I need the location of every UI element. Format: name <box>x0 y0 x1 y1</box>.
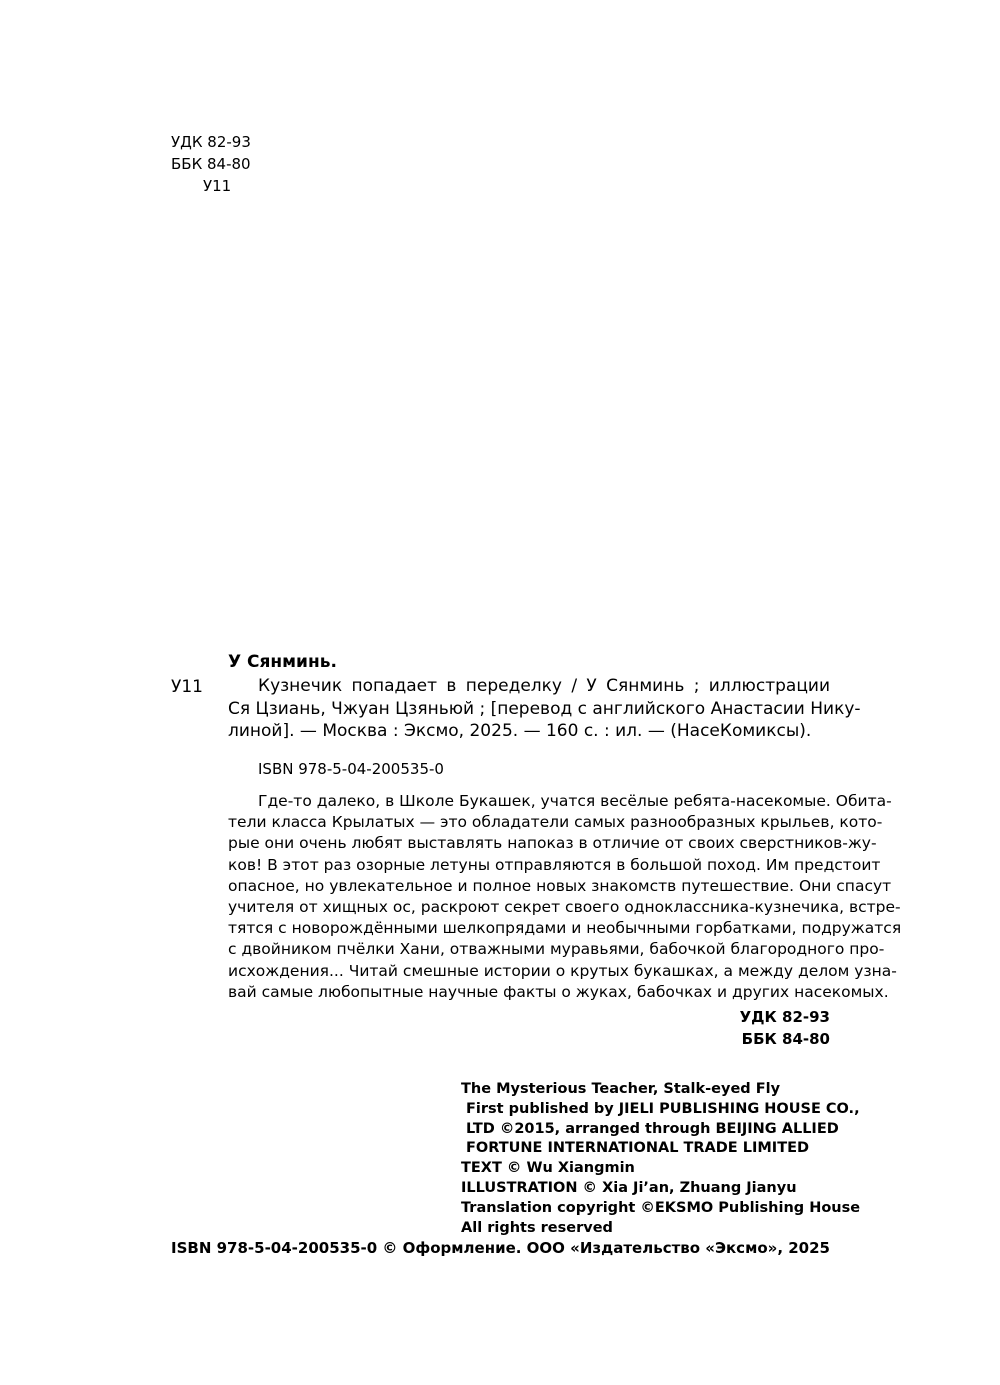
udk-code: УДК 82-93 <box>739 1008 830 1026</box>
annotation-line: Где-то далеко, в Школе Букашек, учатся весёлые ребята-насекомые. Обита- <box>258 792 892 810</box>
copyright-notice <box>461 1080 860 1238</box>
bibliographic-description <box>228 675 861 743</box>
annotation-line: тели класса Крылатых — это обладатели самых разнообразных крыльев, кото- <box>228 813 883 832</box>
udk-code: УДК 82-93 <box>171 133 251 151</box>
copyright-line: ILLUSTRATION © Xia Ji’an, Zhuang Jianyu <box>461 1179 797 1196</box>
classification-codes-bottom <box>740 1006 830 1050</box>
annotation <box>228 791 902 1003</box>
description-line: линой]. — Москва : Эксмо, 2025. — 160 с. : ил. — (НасеКомиксы). <box>228 721 812 741</box>
annotation-line: с двойником пчёлки Хани, отважными муравьями, бабочкой благородного про- <box>228 940 885 959</box>
copyright-line: FORTUNE INTERNATIONAL TRADE LIMITED <box>466 1140 810 1157</box>
author-heading: У Сянминь. <box>228 652 337 672</box>
annotation-line: исхождения... Читай смешные истории о крутых букашках, а между делом узна- <box>228 961 897 980</box>
record-author-mark: У11 <box>171 677 203 697</box>
copyright-line: Translation copyright ©EKSMO Publishing House <box>461 1199 861 1216</box>
annotation-line: вай самые любопытные научные факты о жуках, бабочках и других насекомых. <box>228 982 889 1001</box>
copyright-line: TEXT © Wu Xiangmin <box>461 1160 635 1177</box>
footer-isbn: ISBN 978-5-04-200535-0 <box>171 1239 378 1257</box>
description-line: Ся Цзиань, Чжуан Цзяньюй ; [перевод с английского Анастасии Нику- <box>228 698 861 719</box>
annotation-line: учителя от хищных ос, раскроют секрет своего одноклассника-кузнечика, встре- <box>228 898 901 917</box>
author-mark: У11 <box>203 177 232 195</box>
copyright-line: All rights reserved <box>461 1219 613 1236</box>
copyright-line: The Mysterious Teacher, Stalk-eyed Fly <box>461 1081 781 1097</box>
annotation-line: рые они очень любят выставлять напоказ в отличие от своих сверстников-жу- <box>228 834 877 853</box>
annotation-line: тятся с новорождёнными шелкопрядами и необычными горбатками, подружатся <box>228 919 902 938</box>
annotation-line: ков! В этот раз озорные летуны отправляются в большой поход. Им предстоит <box>228 855 881 874</box>
description-line: Кузнечик попадает в переделку / У Сянминь ; иллюстрации <box>258 676 830 696</box>
annotation-line: опасное, но увлекательное и полное новых знакомств путешествие. Они спасут <box>228 876 892 895</box>
bbk-code: ББК 84-80 <box>741 1030 830 1048</box>
record-isbn: ISBN 978-5-04-200535-0 <box>258 760 444 778</box>
copyright-line: LTD ©2015, arranged through BEIJING ALLIED <box>466 1120 839 1137</box>
design-copyright: © Оформление. ООО «Издательство «Эксмо», 2025 <box>382 1239 830 1257</box>
bbk-code: ББК 84-80 <box>171 155 251 173</box>
classification-codes-top <box>171 131 251 197</box>
copyright-line: First published by JIELI PUBLISHING HOUSE CO., <box>466 1100 860 1117</box>
